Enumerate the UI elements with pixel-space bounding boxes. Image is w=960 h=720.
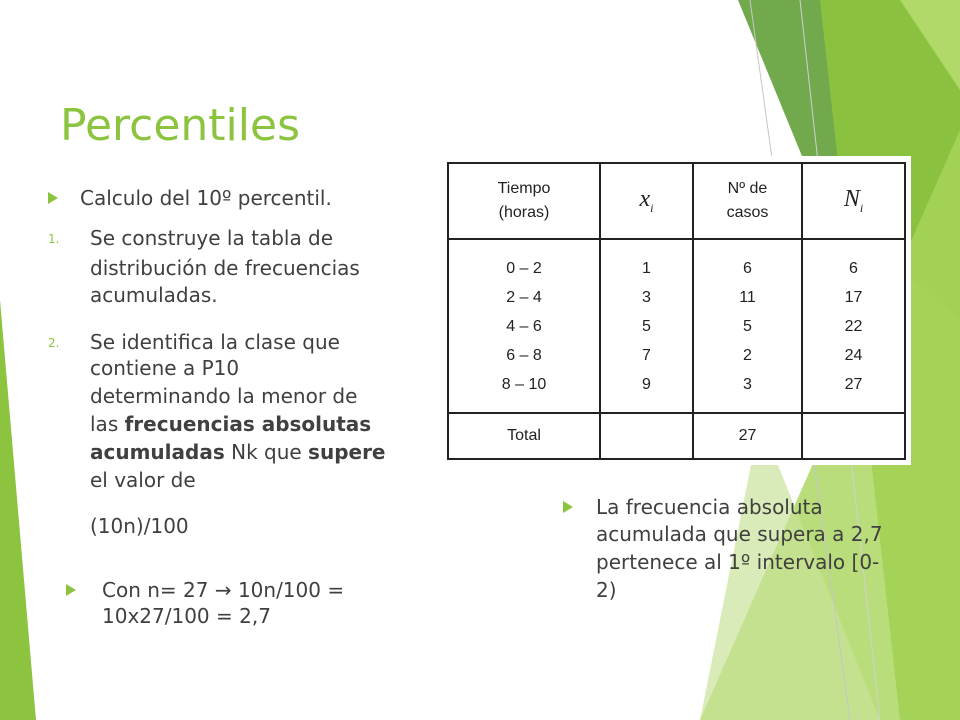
step-1-line-3: acumuladas. <box>90 283 218 307</box>
cell-tiempo: 0 – 2 <box>506 259 542 277</box>
bullet-arrow-icon <box>48 192 58 204</box>
header-x-symbol: $x_i$ <box>639 186 654 215</box>
cell-total-label: Total <box>448 413 600 459</box>
cell-total-x <box>600 413 693 459</box>
cell-x: 3 <box>642 288 651 306</box>
left-green-strip <box>0 300 36 720</box>
slide-title: Percentiles <box>60 100 301 151</box>
cell-tiempo: 2 – 4 <box>506 288 542 306</box>
cell-x: 1 <box>642 259 651 277</box>
cell-casos: 6 <box>743 259 752 277</box>
formula-text: (10n)/100 <box>90 514 189 538</box>
frequency-table-panel <box>433 156 911 465</box>
col-tiempo-values <box>448 239 600 413</box>
cell-x: 5 <box>642 317 651 335</box>
bullet-percentile: Calculo del 10º percentil. <box>80 186 332 210</box>
bullet-arrow-icon <box>563 501 573 513</box>
step-2-line-5-mid: Nk que <box>224 440 309 464</box>
conclusion-line-2: acumulada que supera a 2,7 <box>596 522 883 546</box>
header-tiempo-line1: Tiempo <box>497 180 551 197</box>
table-body-row <box>448 239 905 413</box>
cell-casos: 2 <box>743 346 752 364</box>
step-1-line-1: Se construye la tabla de <box>90 226 334 250</box>
cell-N: 22 <box>844 317 863 335</box>
col-N-values <box>802 239 905 413</box>
cell-x: 7 <box>642 346 651 364</box>
header-xi <box>600 163 693 239</box>
cell-tiempo: 6 – 8 <box>506 346 542 364</box>
cell-total-casos: 27 <box>693 413 802 459</box>
step-number-2: 2. <box>48 336 60 350</box>
table-total-row <box>448 413 905 459</box>
bullet-n-line-1: Con n= 27 → 10n/100 = <box>102 578 345 602</box>
cell-total-N <box>802 413 905 459</box>
header-casos-line1: Nº de <box>727 180 768 197</box>
header-N-symbol: $N_i$ <box>843 186 864 215</box>
cell-N: 17 <box>844 288 863 306</box>
cell-tiempo: 8 – 10 <box>501 375 547 393</box>
step-2-line-3: determinando la menor de <box>90 384 358 408</box>
cell-N: 27 <box>844 375 863 393</box>
step-2-line-5 <box>90 440 386 464</box>
cell-x: 9 <box>642 375 651 393</box>
header-casos <box>693 163 802 239</box>
step-2-line-1: Se identifica la clase que <box>90 330 340 354</box>
cell-tiempo: 4 – 6 <box>506 317 542 335</box>
step-number-1: 1. <box>48 232 60 246</box>
step-2-line-6: el valor de <box>90 468 196 492</box>
header-Ni <box>802 163 905 239</box>
frequency-table <box>447 162 906 460</box>
header-tiempo-line2: (horas) <box>498 204 550 221</box>
conclusion-line-4: 2) <box>596 578 617 602</box>
conclusion-line-1: La frecuencia absoluta <box>596 495 823 519</box>
conclusion-line-3: pertenece al 1º intervalo [0- <box>596 550 880 574</box>
bullet-arrow-icon <box>66 584 76 596</box>
cell-N: 24 <box>844 346 863 364</box>
col-x-values <box>600 239 693 413</box>
step-2-line-2: contiene a P10 <box>90 356 240 380</box>
step-2-line-4 <box>90 412 371 436</box>
cell-casos: 5 <box>743 317 752 335</box>
step-2-line-5-bold1: acumuladas <box>90 440 225 464</box>
bullet-n-line-2: 10x27/100 = 2,7 <box>102 604 271 628</box>
step-2-line-5-bold2: supere <box>308 440 386 464</box>
header-tiempo <box>448 163 600 239</box>
col-casos-values <box>693 239 802 413</box>
step-2-line-4-bold: frecuencias absolutas <box>124 412 372 436</box>
step-2-line-4-pre: las <box>90 412 125 436</box>
step-1-line-2: distribución de frecuencias <box>90 256 360 280</box>
cell-casos: 3 <box>743 375 752 393</box>
cell-N: 6 <box>849 259 858 277</box>
cell-casos: 11 <box>739 288 756 306</box>
header-casos-line2: casos <box>726 204 769 221</box>
table-header-row <box>448 163 905 239</box>
